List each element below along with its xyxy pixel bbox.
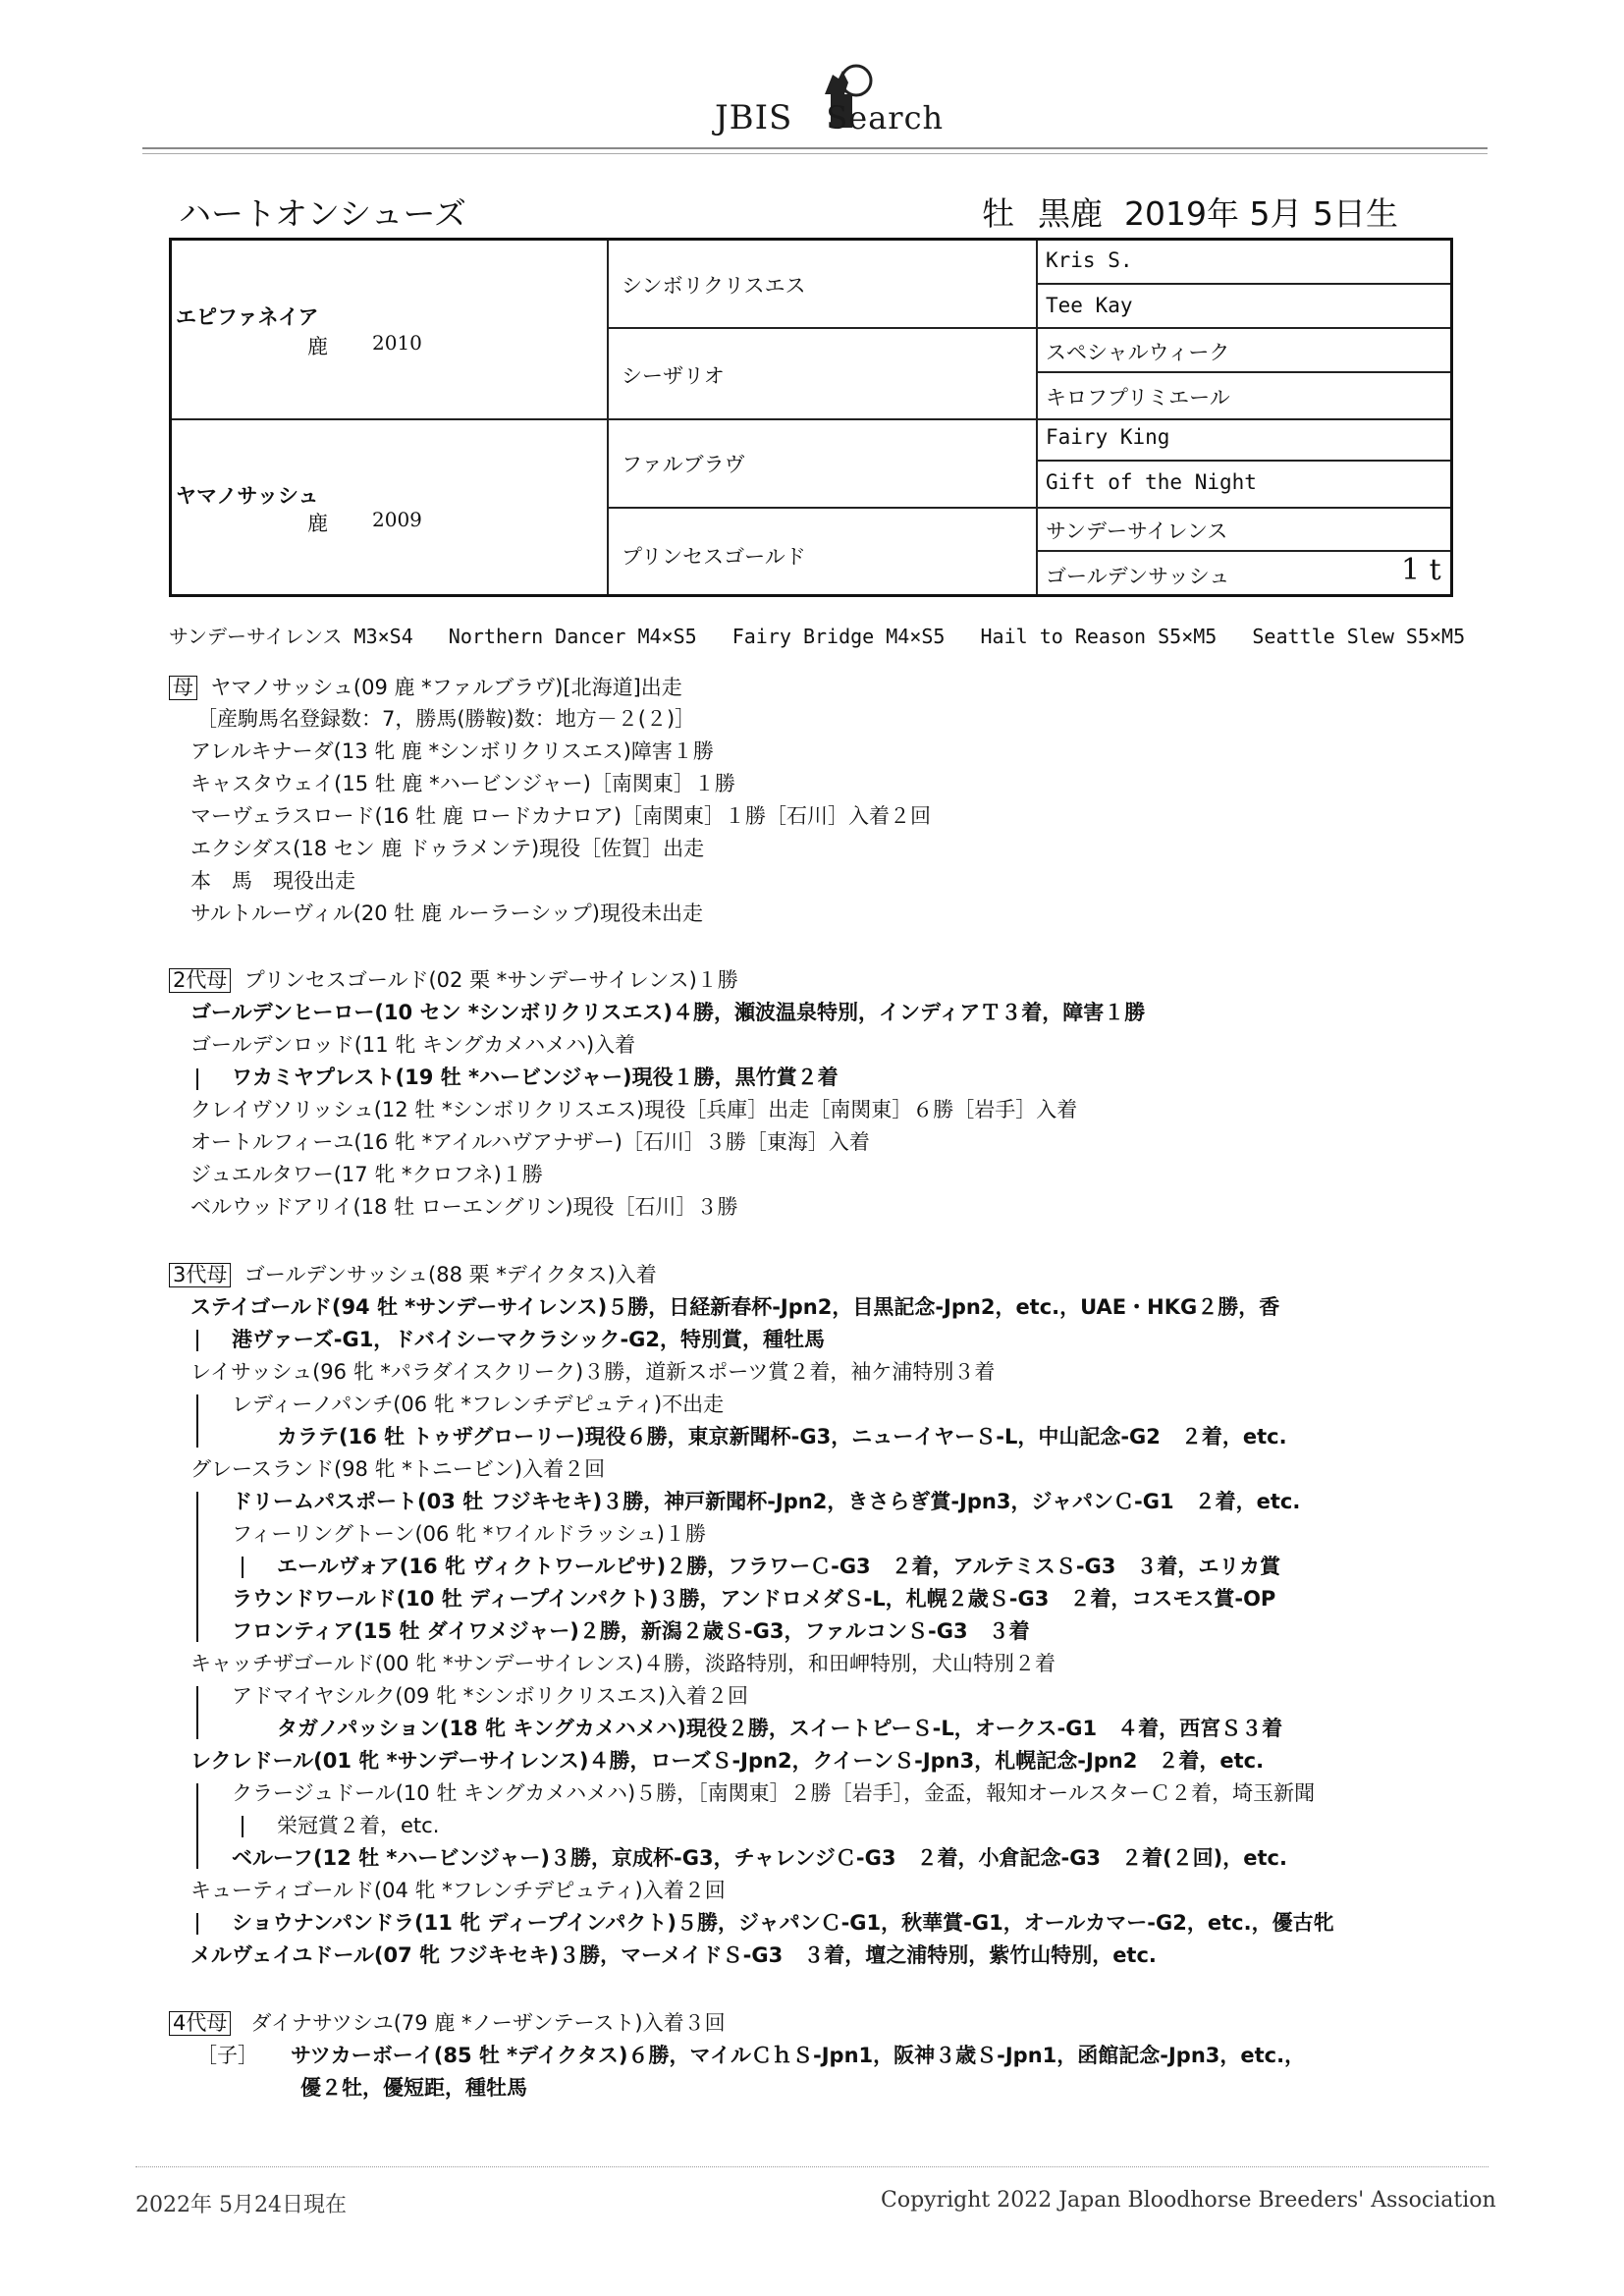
line-bar <box>196 1492 198 1642</box>
list-item: ドリームパスポート(03 牡 フジキセキ)３勝，神戸新聞杯-Jpn2，きさらぎ賞-Jpn3，ジャパンＣ-G1 ２着，etc. <box>232 1490 1301 1513</box>
list-item: レクレドール(01 牝 *サンデーサイレンス)４勝，ローズＳ-Jpn2，クイーンＳ-Jpn3，札幌記念-Jpn2 ２着，etc. <box>190 1749 1265 1773</box>
line-bar <box>196 1913 198 1935</box>
inbreeding-item: サンデーサイレンス M3×S4 <box>169 625 413 648</box>
list-item: オートルフィーユ(16 牝 *アイルハヴアナザー)［石川］３勝［東海］入着 <box>190 1130 870 1154</box>
ancestor-g3-8: ゴールデンサッシュ <box>1046 565 1230 588</box>
line-bar <box>196 1394 198 1448</box>
horse-birth: 2019年 5月 5日生 <box>1124 194 1398 233</box>
list-item: ワカミヤプレスト(19 牡 *ハービンジャー)現役１勝，黒竹賞２着 <box>232 1066 839 1089</box>
list-item: サルトルーヴィル(20 牡 鹿 ルーラーシップ)現役未出走 <box>190 902 703 925</box>
list-item: クラージュドール(10 牡 キングカメハメハ)５勝，［南関東］２勝［岩手］，金盃，報知オールスターＣ２着，埼玉新聞 <box>232 1781 1316 1805</box>
footer-rule <box>135 2166 1489 2167</box>
ancestor-g3-5: Fairy King <box>1046 425 1170 449</box>
dam-color: 鹿 <box>307 512 328 535</box>
list-item: キャッチザゴールド(00 牝 *サンデーサイレンス)４勝，淡路特別，和田岬特別，犬山特別２着 <box>190 1652 1056 1675</box>
list-item: キャスタウェイ(15 牡 鹿 *ハービンジャー)［南関東］１勝 <box>190 772 735 795</box>
dam-name: ヤマノサッシュ <box>176 484 319 508</box>
horse-sex: 牡 <box>982 194 1014 233</box>
list-item: フィーリングトーン(06 牝 *ワイルドラッシュ)１勝 <box>232 1522 706 1546</box>
list-item: ステイゴールド(94 牡 *サンデーサイレンス)５勝，日経新春杯-Jpn2，目黒記念-Jpn2，etc.，UAE・HKG２勝，香 <box>190 1295 1280 1319</box>
list-item: ベルウッドアリイ(18 牡 ローエングリン)現役［石川］３勝 <box>190 1195 738 1219</box>
horse-name: ハートオンシューズ <box>179 194 466 233</box>
dam-stats: ［産駒馬名登録数：7，勝馬(勝鞍)数：地方－２(２)］ <box>196 707 696 731</box>
child-label: ［子］ <box>196 2044 258 2067</box>
dam-section-header: 母 ヤマノサッシュ(09 鹿 *ファルブラヴ)[北海道]出走 <box>169 674 682 701</box>
list-item: メルヴェイユドール(07 牝 フジキセキ)３勝，マーメイドＳ-G3 ３着，壇之浦特別，紫竹山特別，etc. <box>190 1943 1157 1967</box>
footer-date: 2022年 5月24日現在 <box>135 2193 347 2217</box>
horse-color: 黒鹿 <box>1038 194 1103 233</box>
list-item: タガノパッション(18 牝 キングカメハメハ)現役２勝，スイートピーＳ-L，オークス-G1 ４着，西宮Ｓ３着 <box>277 1717 1283 1740</box>
line-bar <box>196 1068 198 1090</box>
ancestor-g3-6: Gift of the Night <box>1046 470 1257 494</box>
list-item: サツカーボーイ(85 牡 *デイクタス)６勝，マイルＣｈＳ-Jpn1，阪神３歳Ｓ-Jpn1，函館記念-Jpn3，etc.， <box>291 2044 1306 2067</box>
list-item: グレースランド(98 牝 *トニービン)入着２回 <box>190 1457 606 1481</box>
section-label: 3代母 <box>169 1263 231 1287</box>
line-bar <box>196 1330 198 1351</box>
inbreeding-line <box>169 621 1465 649</box>
section-label: 母 <box>169 676 197 700</box>
list-item: アレルキナーダ(13 牝 鹿 *シンボリクリスエス)障害１勝 <box>190 739 714 763</box>
sire-name: エピファネイア <box>176 305 319 329</box>
header-rule <box>142 147 1488 149</box>
g3-section-header: 3代母 ゴールデンサッシュ(88 栗 *デイクタス)入着 <box>169 1261 657 1288</box>
list-item: 港ヴァーズ-G1，ドバイシーマクラシック-G2，特別賞，種牡馬 <box>232 1328 826 1351</box>
list-item: キューティゴールド(04 牝 *フレンチデピュティ)入着２回 <box>190 1879 726 1902</box>
list-item: ラウンドワールド(10 牡 ディープインパクト)３勝，アンドロメダＳ-L，札幌２歳Ｓ-G3 ２着，コスモス賞-OP <box>232 1587 1276 1611</box>
grandsire-dam: ファルブラヴ <box>622 453 745 476</box>
list-item: クレイヴソリッシュ(12 牡 *シンボリクリスエス)現役［兵庫］出走［南関東］６勝［岩手］入着 <box>190 1098 1078 1121</box>
list-item: ジュエルタワー(17 牝 *クロフネ)１勝 <box>190 1163 543 1186</box>
grandsire-sire: シンボリクリスエス <box>622 274 806 298</box>
ancestor-g3-1: Kris S. <box>1046 248 1133 272</box>
line-bar <box>242 1557 244 1578</box>
line-bar <box>242 1816 244 1837</box>
jbis-search-logo <box>715 61 950 143</box>
granddam-sire: シーザリオ <box>622 364 725 388</box>
section-label: 4代母 <box>169 2011 231 2036</box>
list-item: ゴールデンヒーロー(10 セン *シンボリクリスエス)４勝，瀬波温泉特別，インディアＴ３着，障害１勝 <box>190 1001 1146 1024</box>
list-item: カラテ(16 牡 トゥザグローリー)現役６勝，東京新聞杯-G3，ニューイヤーＳ-L，中山記念-G2 ２着，etc. <box>277 1425 1287 1449</box>
footer-copyright: Copyright 2022 Japan Bloodhorse Breeders' Association <box>881 2188 1496 2213</box>
list-item: レイサッシュ(96 牝 *パラダイスクリーク)３勝，道新スポーツ賞２着，袖ケ浦特別３着 <box>190 1360 996 1384</box>
line-bar <box>196 1686 198 1739</box>
granddam-dam: プリンセスゴールド <box>622 545 806 569</box>
section-label: 2代母 <box>169 968 231 993</box>
dam-year: 2009 <box>372 508 422 531</box>
list-item: 優２牡，優短距，種牡馬 <box>300 2076 527 2100</box>
inbreeding-item: Hail to Reason S5×M5 <box>980 625 1218 648</box>
list-item: ゴールデンロッド(11 牝 キングカメハメハ)入着 <box>190 1033 636 1057</box>
g4-section-header: 4代母 ダイナサツシユ(79 鹿 *ノーザンテースト)入着３回 <box>169 2009 726 2037</box>
pedigree-table <box>169 238 1453 597</box>
ancestor-g3-3: スペシャルウィーク <box>1046 341 1230 364</box>
ancestor-g3-2: Tee Kay <box>1046 294 1133 317</box>
list-item: エールヴォア(16 牝 ヴィクトワールピサ)２勝，フラワーＣ-G3 ２着，アルテミスＳ-G3 ３着，エリカ賞 <box>277 1555 1281 1578</box>
family-number: 1 t <box>1401 553 1441 587</box>
inbreeding-item: Fairy Bridge M4×S5 <box>731 625 946 648</box>
list-item: エクシダス(18 セン 鹿 ドゥラメンテ)現役［佐賀］出走 <box>190 837 705 860</box>
list-item: ベルーフ(12 牡 *ハービンジャー)３勝，京成杯-G3，チャレンジＣ-G3 ２着，小倉記念-G3 ２着(２回)，etc. <box>232 1846 1287 1870</box>
header-rule-2 <box>142 153 1488 154</box>
sire-year: 2010 <box>372 331 422 355</box>
inbreeding-item: Northern Dancer M4×S5 <box>448 625 697 648</box>
list-item: アドマイヤシルク(09 牝 *シンボリクリスエス)入着２回 <box>232 1684 749 1708</box>
g2-section-header: 2代母 プリンセスゴールド(02 栗 *サンデーサイレンス)１勝 <box>169 966 738 994</box>
ancestor-g3-7: サンデーサイレンス <box>1046 519 1228 543</box>
inbreeding-item: Seattle Slew S5×M5 <box>1252 625 1466 648</box>
list-item: ショウナンパンドラ(11 牝 ディープインパクト)５勝，ジャパンＣ-G1，秋華賞-G1，オールカマー-G2，etc.，優古牝 <box>232 1911 1334 1935</box>
ancestor-g3-4: キロフプリミエール <box>1046 386 1230 410</box>
list-item: マーヴェラスロード(16 牡 鹿 ロードカナロア)［南関東］１勝［石川］入着２回 <box>190 804 932 828</box>
list-item: フロンティア(15 牡 ダイワメジャー)２勝，新潟２歳Ｓ-G3，ファルコンＳ-G3 ３着 <box>232 1619 1030 1643</box>
sire-color: 鹿 <box>307 335 328 358</box>
list-item: 栄冠賞２着，etc. <box>277 1814 440 1837</box>
list-item: レディーノパンチ(06 牝 *フレンチデピュティ)不出走 <box>232 1393 725 1416</box>
list-item: 本 馬 現役出走 <box>190 869 355 893</box>
line-bar <box>196 1783 198 1869</box>
logo-text: JBIS Search <box>715 98 945 137</box>
